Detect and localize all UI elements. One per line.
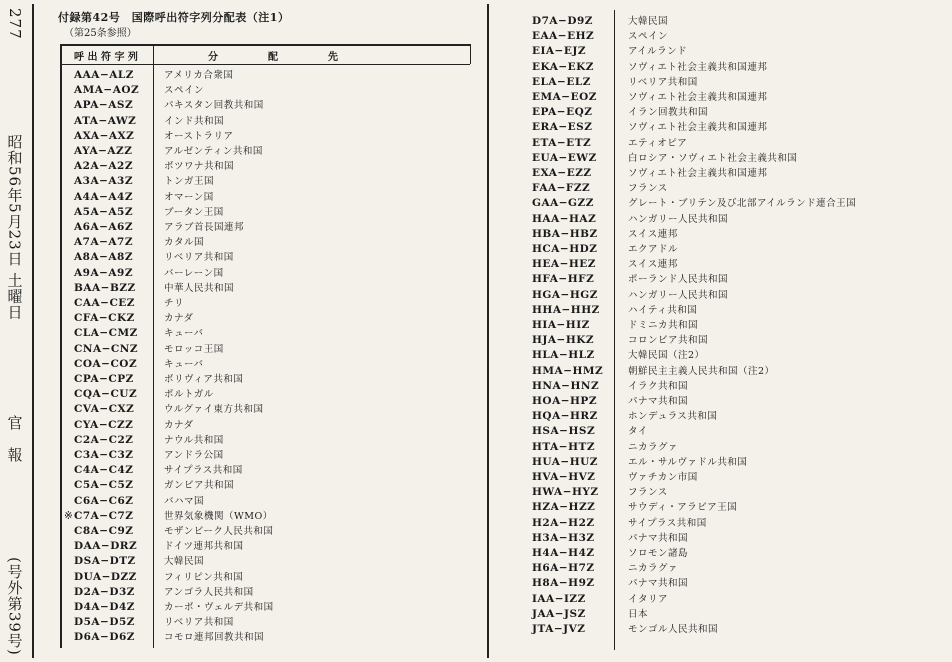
allocation-destination: ソヴィエト社会主義共和国連邦 <box>628 122 768 134</box>
call-sign-range: CPA−CPZ <box>74 373 134 385</box>
allocation-destination: アメリカ合衆国 <box>164 70 234 81</box>
allocation-destination: パナマ共和国 <box>628 578 689 590</box>
allocation-destination: ハンガリー人民共和国 <box>628 289 729 301</box>
allocation-destination: 大韓民国 <box>628 16 669 27</box>
left-table-header-border <box>60 64 470 65</box>
allocation-destination: イラン回教共和国 <box>628 107 709 119</box>
call-sign-range: A3A−A3Z <box>74 175 134 188</box>
call-sign-range: IAA−IZZ <box>532 592 586 605</box>
allocation-destination: ヴァチカン市国 <box>628 472 698 483</box>
call-sign-range: CLA−CMZ <box>74 327 138 340</box>
allocation-destination: スイス連邦 <box>628 228 678 240</box>
call-sign-range: HJA−HKZ <box>532 334 595 347</box>
allocation-destination: スイス連邦 <box>628 259 678 271</box>
allocation-destination: エティオピア <box>628 137 688 149</box>
allocation-destination: カナダ <box>164 419 194 431</box>
allocation-destination: ソロモン諸島 <box>628 548 689 559</box>
call-sign-range: A5A−A5Z <box>74 205 134 218</box>
allocation-destination: 朝鮮民主主義人民共和国（注2） <box>628 365 775 377</box>
call-sign-range: C4A−C4Z <box>74 464 134 477</box>
call-sign-range: HWA−HYZ <box>532 486 599 499</box>
call-sign-range: DAA−DRZ <box>74 540 138 553</box>
call-sign-range: EKA−EKZ <box>532 60 594 73</box>
page-margin-info <box>2 8 28 656</box>
call-sign-range: FAA−FZZ <box>532 182 591 195</box>
allocation-destination: アンゴラ人民共和国 <box>164 586 254 598</box>
call-sign-range: EIA−EJZ <box>532 45 586 58</box>
call-sign-range: HBA−HBZ <box>532 227 598 240</box>
allocation-destination: バハマ国 <box>164 495 205 507</box>
allocation-destination: 世界気象機関（WMO） <box>164 510 273 522</box>
call-sign-range: AMA−AOZ <box>74 84 140 97</box>
call-sign-range: GAA−GZZ <box>532 197 594 210</box>
allocation-destination: コロンビア共和国 <box>628 335 709 347</box>
call-sign-range: A2A−A2Z <box>74 160 134 173</box>
call-sign-range: HQA−HRZ <box>532 410 598 423</box>
allocation-destination: リベリア共和国 <box>628 76 698 88</box>
call-sign-range: C2A−C2Z <box>74 433 134 446</box>
call-sign-range: H6A−H7Z <box>532 562 595 575</box>
document-title: 付録第42号 国際呼出符字列分配表（注1） <box>58 11 290 24</box>
call-sign-range: C7A−C7Z <box>74 509 134 522</box>
call-sign-range: HTA−HTZ <box>532 440 596 453</box>
allocation-destination: リベリア共和国 <box>164 617 234 629</box>
allocation-destination: 中華人民共和国 <box>164 282 235 294</box>
call-sign-range: C5A−C5Z <box>74 479 134 492</box>
call-sign-range: JAA−JSZ <box>532 607 586 620</box>
allocation-destination: パキスタン回教共和国 <box>164 100 264 112</box>
allocation-destination: タイ <box>628 426 648 438</box>
allocation-destination: グレート・ブリテン及び北部アイルランド連合王国 <box>628 198 857 210</box>
call-sign-range: HEA−HEZ <box>532 258 596 271</box>
call-sign-range: BAA−BZZ <box>74 281 136 294</box>
call-sign-range: EUA−EWZ <box>532 151 597 164</box>
call-sign-range: CYA−CZZ <box>74 418 134 431</box>
call-sign-range: A9A−A9Z <box>74 266 134 279</box>
call-sign-range: C3A−C3Z <box>74 449 134 461</box>
allocation-destination: ボリヴィア共和国 <box>164 374 244 385</box>
allocation-destination: コモロ連邦回教共和国 <box>164 632 265 644</box>
allocation-destination: モンゴル人民共和国 <box>628 624 719 635</box>
call-sign-range: CAA−CEZ <box>74 297 135 309</box>
call-sign-range: H4A−H4Z <box>532 547 595 559</box>
allocation-destination: ハンガリー人民共和国 <box>628 213 729 225</box>
allocation-destination: ポルトガル <box>164 389 214 401</box>
allocation-destination: ニカラグァ <box>628 563 679 575</box>
call-sign-range: APA−ASZ <box>74 99 134 112</box>
allocation-destination: パナマ共和国 <box>628 532 689 544</box>
page-number: 277 <box>6 8 24 40</box>
call-sign-range: D4A−D4Z <box>74 601 135 613</box>
left-table-right-border <box>470 44 471 64</box>
allocation-destination: スペイン <box>628 31 669 43</box>
paper-name: 官 報 <box>5 414 24 463</box>
call-sign-range: HCA−HDZ <box>532 243 598 255</box>
call-sign-range: HSA−HSZ <box>532 425 596 438</box>
call-sign-range: A4A−A4Z <box>74 190 134 203</box>
allocation-destination: ニカラグァ <box>628 441 679 453</box>
allocation-destination: ブータン王国 <box>164 206 224 218</box>
call-sign-range: D6A−D6Z <box>74 631 135 644</box>
call-sign-range: EMA−EOZ <box>532 91 597 103</box>
allocation-destination: アンドラ公国 <box>164 450 224 461</box>
call-sign-range: ATA−AWZ <box>74 114 137 127</box>
call-sign-range: ELA−ELZ <box>532 75 591 88</box>
allocation-destination: スペイン <box>164 85 205 97</box>
call-sign-range: H2A−H2Z <box>532 516 595 529</box>
call-sign-range: HZA−HZZ <box>532 501 596 514</box>
call-sign-range: CQA−CUZ <box>74 388 138 401</box>
call-sign-range: A6A−A6Z <box>74 221 134 233</box>
allocation-destination: ハイティ共和国 <box>628 304 698 316</box>
allocation-destination: 大韓民国 <box>164 556 205 568</box>
call-sign-range: HHA−HHZ <box>532 303 600 316</box>
destination-column-header: 分 配 先 <box>208 52 338 63</box>
call-sign-range: JTA−JVZ <box>532 623 586 635</box>
call-sign-range: HLA−HLZ <box>532 349 595 362</box>
allocation-destination: パナマ共和国 <box>628 396 689 407</box>
call-sign-range: HAA−HAZ <box>532 212 597 225</box>
call-sign-range: D5A−D5Z <box>74 616 135 629</box>
call-sign-range: ERA−ESZ <box>532 121 593 134</box>
call-sign-range: EAA−EHZ <box>532 30 595 43</box>
call-sign-range: CFA−CKZ <box>74 312 135 325</box>
call-sign-range: D7A−D9Z <box>532 15 593 27</box>
allocation-destination: バーレーン国 <box>164 267 224 279</box>
call-sign-range: COA−COZ <box>74 357 138 370</box>
allocation-destination: ソヴィエト社会主義共和国連邦 <box>628 92 768 103</box>
left-table-outer-border <box>60 44 62 648</box>
call-sign-range: AYA−AZZ <box>74 145 133 157</box>
allocation-destination: ナウル共和国 <box>164 434 224 446</box>
call-sign-range: A7A−A7Z <box>74 236 134 249</box>
call-sign-range: HGA−HGZ <box>532 288 598 301</box>
call-sign-range: EPA−EQZ <box>532 106 593 119</box>
call-sign-range: H8A−H9Z <box>532 577 595 590</box>
publication-date: 昭和56年5月23日 土曜日 <box>5 133 24 321</box>
allocation-destination: 大韓民国（注2） <box>628 350 705 362</box>
allocation-destination: モザンビーク人民共和国 <box>164 526 274 537</box>
allocation-destination: アイルランド <box>628 46 688 58</box>
allocation-destination: アルゼンティン共和国 <box>164 146 263 157</box>
allocation-destination: フランス <box>628 183 668 195</box>
allocation-destination: ポーランド人民共和国 <box>628 274 729 286</box>
allocation-destination: モロッコ王国 <box>164 343 224 355</box>
call-sign-range: CVA−CXZ <box>74 403 135 416</box>
allocation-destination: オーストラリア <box>164 130 234 142</box>
allocation-destination: ガンビア共和国 <box>164 480 235 492</box>
call-sign-range: C6A−C6Z <box>74 494 134 507</box>
allocation-destination: サイプラス共和国 <box>628 517 707 529</box>
call-sign-range: HFA−HFZ <box>532 273 595 286</box>
call-sign-range: HVA−HVZ <box>532 471 596 483</box>
left-table <box>64 68 474 648</box>
call-sign-range: EXA−EZZ <box>532 167 592 179</box>
note-marker: ※ <box>64 509 74 522</box>
allocation-destination: インド共和国 <box>164 115 225 127</box>
allocation-destination: イタリア <box>628 593 669 605</box>
allocation-destination: サウディ・アラビア王国 <box>628 502 738 514</box>
allocation-destination: カナダ <box>164 313 194 325</box>
allocation-destination: エル・サルヴァドル共和国 <box>628 456 748 468</box>
call-sign-range: DSA−DTZ <box>74 555 136 568</box>
call-sign-range: A8A−A8Z <box>74 251 134 264</box>
call-sign-range: AAA−ALZ <box>74 69 134 81</box>
allocation-destination: フランス <box>628 487 668 499</box>
call-sign-range: AXA−AXZ <box>74 129 135 142</box>
allocation-destination: 白ロシア・ソヴィエト社会主義共和国 <box>628 152 798 164</box>
call-sign-range: HNA−HNZ <box>532 379 600 392</box>
allocation-destination: トンガ王国 <box>164 176 215 188</box>
allocation-destination: ソヴィエト社会主義共和国連邦 <box>628 61 768 73</box>
call-sign-range: DUA−DZZ <box>74 570 137 583</box>
allocation-destination: エクアドル <box>628 244 679 255</box>
right-table <box>532 14 942 654</box>
call-sign-range: HOA−HPZ <box>532 395 597 407</box>
allocation-destination: カタル国 <box>164 237 205 249</box>
call-sign-range: C8A−C9Z <box>74 525 134 537</box>
allocation-destination: イラク共和国 <box>628 380 689 392</box>
allocation-destination: カーボ・ヴェルデ共和国 <box>164 602 274 613</box>
left-margin-border <box>32 4 34 658</box>
allocation-destination: 日本 <box>628 608 649 620</box>
allocation-destination: ソヴィエト社会主義共和国連邦 <box>628 168 768 179</box>
allocation-destination: サイプラス共和国 <box>164 465 243 477</box>
allocation-destination: ホンデュラス共和国 <box>628 411 718 423</box>
allocation-destination: チリ <box>164 298 185 309</box>
call-sign-range: HIA−HIZ <box>532 319 590 331</box>
call-sign-range: H3A−H3Z <box>532 531 595 544</box>
allocation-destination: ドミニカ共和国 <box>628 320 699 331</box>
allocation-destination: ボツワナ共和国 <box>164 161 235 173</box>
allocation-destination: リベリア共和国 <box>164 252 234 264</box>
call-sign-range: ETA−ETZ <box>532 136 592 149</box>
call-sign-range: HUA−HUZ <box>532 455 598 468</box>
allocation-destination: キューバ <box>164 358 204 370</box>
allocation-destination: オマーン国 <box>164 191 214 203</box>
allocation-destination: ドイツ連邦共和国 <box>164 541 244 553</box>
allocation-destination: キューバ <box>164 328 204 340</box>
code-column-header: 呼 出 符 字 列 <box>74 52 138 63</box>
allocation-destination: フィリピン共和国 <box>164 571 244 583</box>
call-sign-range: D2A−D3Z <box>74 585 135 598</box>
call-sign-range: CNA−CNZ <box>74 342 139 355</box>
column-separator <box>487 4 489 658</box>
left-table-top-border <box>60 44 470 46</box>
issue-number: (号外第39号) <box>5 557 24 656</box>
document-subtitle: （第25条参照） <box>64 28 137 39</box>
allocation-destination: アラブ首長国連邦 <box>164 222 245 233</box>
call-sign-range: HMA−HMZ <box>532 364 604 377</box>
allocation-destination: ウルグァイ東方共和国 <box>164 404 264 416</box>
